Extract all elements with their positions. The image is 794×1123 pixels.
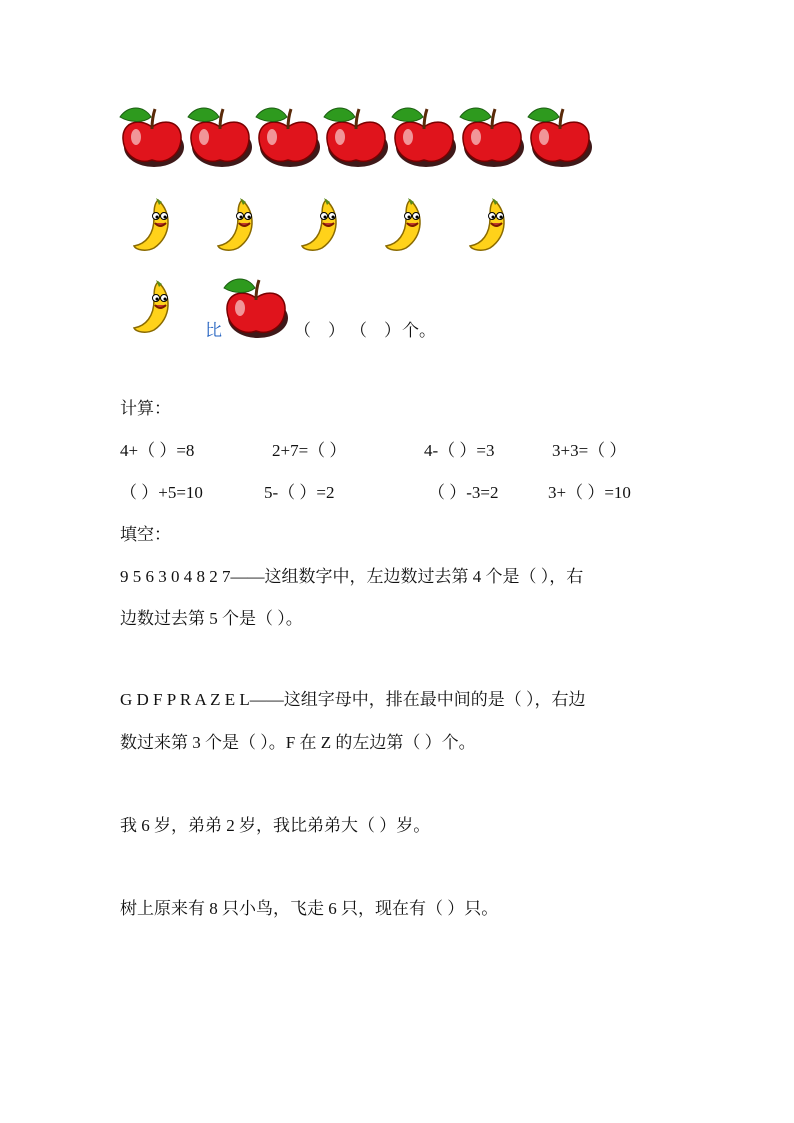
- banana-icon: [384, 196, 428, 252]
- apple-icon: [390, 103, 458, 169]
- apple-icon: [458, 103, 526, 169]
- compare-bi: 比: [205, 321, 222, 340]
- calc-r1-item: 4+（ ）=8: [120, 441, 195, 460]
- fill-q2-line1: G D F P R A Z E L——这组字母中，排在最中间的是（ ），右边: [120, 690, 586, 709]
- calc-r2-item: 5-（ ）=2: [264, 483, 335, 502]
- calc-r1-item: 3+3=（ ）: [552, 441, 627, 460]
- banana-icon: [300, 196, 344, 252]
- fill-q4: 树上原来有 8 只小鸟，飞走 6 只，现在有（ ）只。: [120, 899, 499, 918]
- banana-icon: [468, 196, 512, 252]
- calc-r1-item: 2+7=（ ）: [272, 441, 347, 460]
- apple-icon: [186, 103, 254, 169]
- calc-r2-item: （ ）-3=2: [428, 483, 499, 502]
- compare-blank-1: （ ）: [294, 321, 345, 340]
- banana-icon: [216, 196, 260, 252]
- apple-row: [118, 103, 594, 169]
- fill-q1-line2: 边数过去第 5 个是（ ）。: [120, 609, 303, 628]
- fill-q2-line2: 数过来第 3 个是（ ）。F 在 Z 的左边第（ ）个。: [120, 733, 476, 752]
- fill-q1-line1: 9 5 6 3 0 4 8 2 7——这组数字中，左边数过去第 4 个是（ ），右: [120, 567, 584, 586]
- calc-r1-item: 4-（ ）=3: [424, 441, 495, 460]
- apple-icon: [322, 103, 390, 169]
- compare-apple-icon: [222, 274, 290, 340]
- compare-ge: 个。: [402, 321, 436, 340]
- apple-icon: [526, 103, 594, 169]
- banana-icon: [132, 196, 176, 252]
- fill-q3: 我 6 岁，弟弟 2 岁，我比弟弟大（ ）岁。: [120, 816, 431, 835]
- compare-blank-2: （ ）: [350, 321, 401, 340]
- apple-icon: [118, 103, 186, 169]
- apple-icon: [254, 103, 322, 169]
- calc-title: 计算：: [120, 399, 171, 418]
- calc-r2-item: 3+（ ）=10: [548, 483, 631, 502]
- calc-r2-item: （ ）+5=10: [120, 483, 203, 502]
- banana-row: [132, 196, 512, 252]
- compare-banana-icon: [132, 278, 176, 334]
- fill-title: 填空：: [120, 525, 171, 544]
